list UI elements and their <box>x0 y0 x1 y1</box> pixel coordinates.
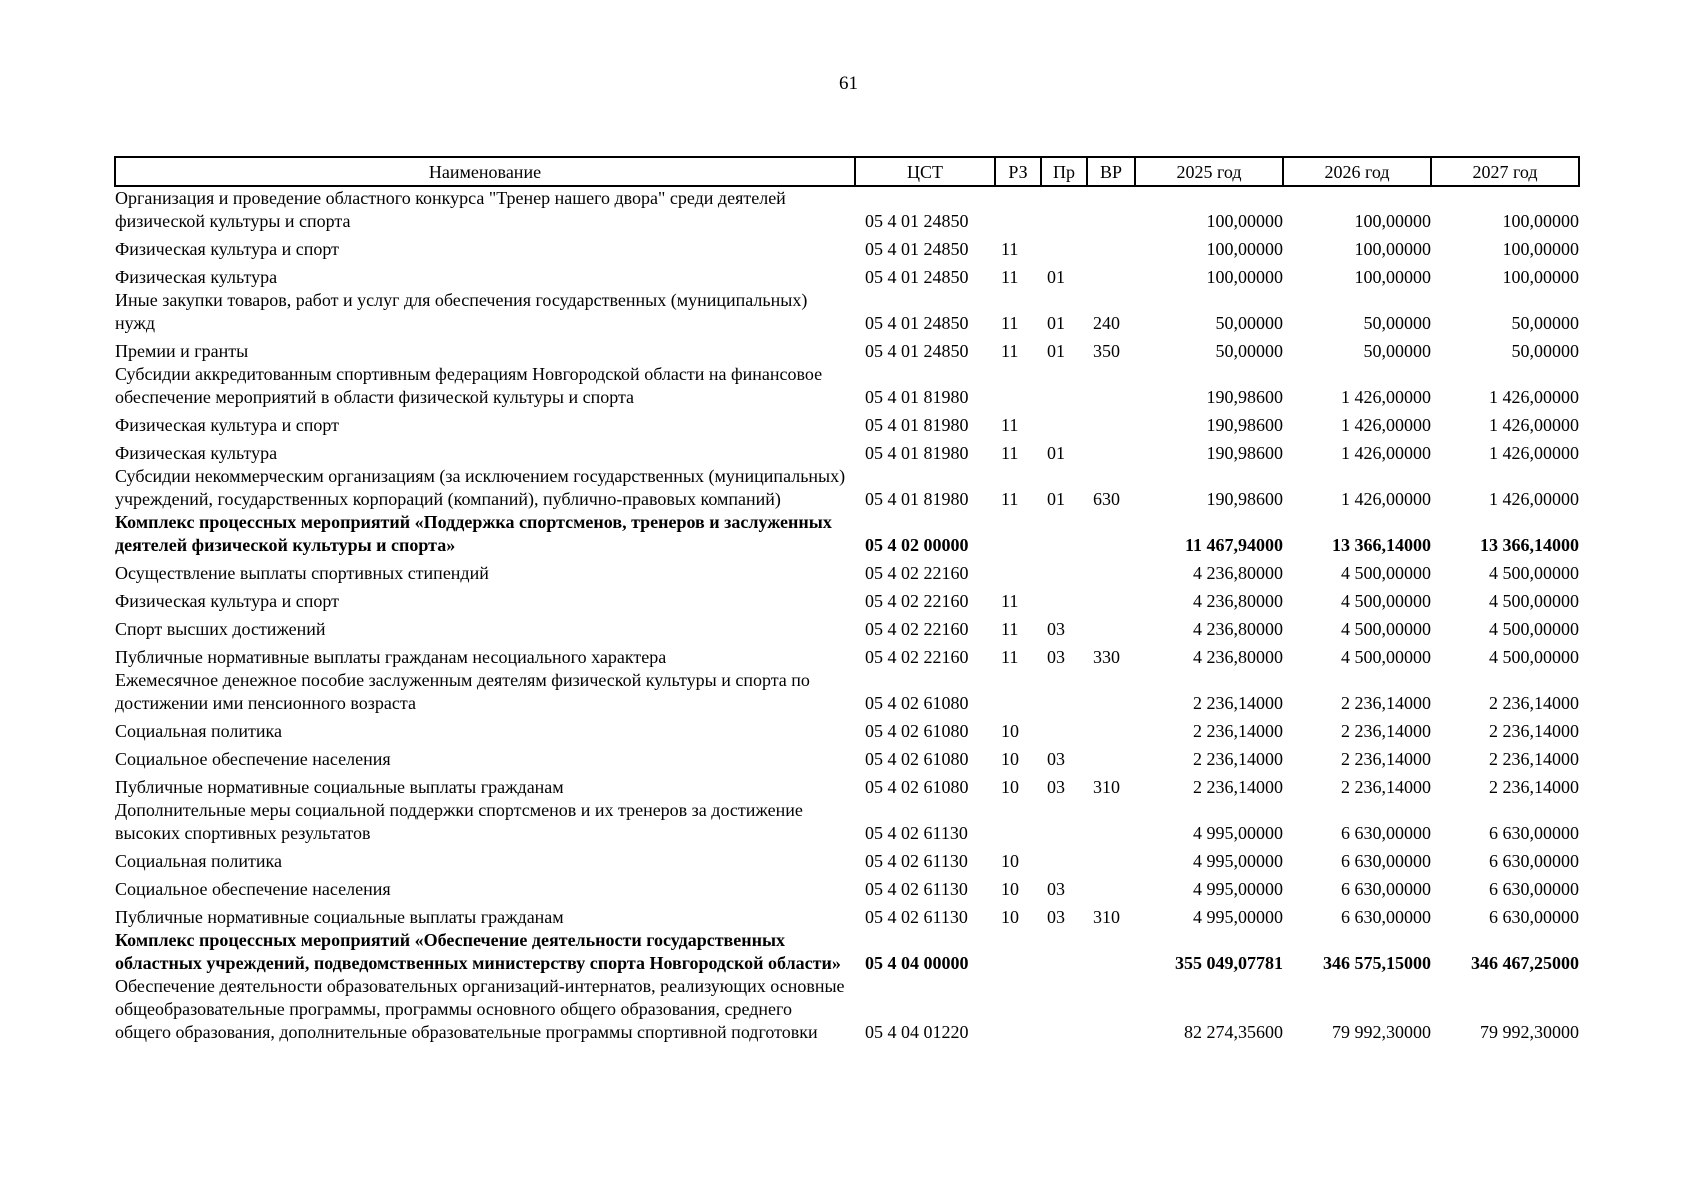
row-rz <box>995 511 1041 557</box>
row-pr <box>1041 233 1087 261</box>
row-vr <box>1087 557 1135 585</box>
row-rz: 11 <box>1001 619 1019 639</box>
table-header <box>115 157 1579 186</box>
row-rz: 11 <box>1001 341 1019 361</box>
row-pr: 03 <box>1047 647 1065 667</box>
row-value-2026: 50,00000 <box>1363 341 1431 361</box>
row-value-2025: 4 236,80000 <box>1193 563 1283 583</box>
row-value-2026: 1 426,00000 <box>1341 387 1431 407</box>
row-value-2027: 1 426,00000 <box>1489 489 1579 509</box>
row-rz: 11 <box>1001 313 1019 333</box>
row-value-2027: 4 500,00000 <box>1489 591 1579 611</box>
row-value-2026: 6 630,00000 <box>1341 851 1431 871</box>
row-name: Субсидии аккредитованным спортивным федерациям Новгородской области на финансовое обеспечение мероприятий в области физической культуры и спорта <box>115 364 823 407</box>
table-row <box>115 929 1579 975</box>
row-rz: 11 <box>1001 647 1019 667</box>
row-value-2026: 13 366,14000 <box>1332 535 1431 555</box>
row-value-2026: 6 630,00000 <box>1341 879 1431 899</box>
header-2025: 2025 год <box>1135 157 1283 186</box>
row-value-2027: 79 992,30000 <box>1480 1022 1579 1042</box>
table-row <box>115 743 1579 771</box>
table-row <box>115 511 1579 557</box>
row-pr: 01 <box>1047 341 1065 361</box>
table-row <box>115 437 1579 465</box>
row-pr <box>1041 557 1087 585</box>
row-cst: 05 4 02 00000 <box>865 535 969 555</box>
row-name: Комплекс процессных мероприятий «Обеспечение деятельности государственных областных учреждений, подведомственных министерству спорта Новгородской области» <box>115 930 841 973</box>
row-pr: 03 <box>1047 619 1065 639</box>
row-pr: 03 <box>1047 749 1065 769</box>
table-row <box>115 186 1579 233</box>
row-name: Публичные нормативные социальные выплаты гражданам <box>115 907 564 927</box>
row-cst: 05 4 04 01220 <box>865 1022 969 1042</box>
row-name: Ежемесячное денежное пособие заслуженным деятелям физической культуры и спорта по достижении ими пенсионного возраста <box>115 670 810 713</box>
header-2027: 2027 год <box>1431 157 1579 186</box>
row-pr: 01 <box>1047 489 1065 509</box>
row-cst: 05 4 02 61130 <box>865 907 968 927</box>
row-vr: 240 <box>1093 313 1120 333</box>
row-name: Социальная политика <box>115 721 282 741</box>
row-rz: 11 <box>1001 267 1019 287</box>
row-name: Физическая культура и спорт <box>115 415 340 435</box>
row-value-2026: 2 236,14000 <box>1341 749 1431 769</box>
table-row <box>115 771 1579 799</box>
row-cst: 05 4 01 81980 <box>865 415 969 435</box>
row-vr <box>1087 715 1135 743</box>
row-name: Физическая культура и спорт <box>115 591 340 611</box>
row-vr <box>1087 233 1135 261</box>
row-vr: 310 <box>1093 907 1120 927</box>
row-cst: 05 4 01 24850 <box>865 211 969 231</box>
row-value-2025: 4 995,00000 <box>1193 851 1283 871</box>
row-value-2027: 2 236,14000 <box>1489 693 1579 713</box>
row-name: Осуществление выплаты спортивных стипендий <box>115 563 489 583</box>
row-value-2025: 190,98600 <box>1206 387 1283 407</box>
row-pr <box>1041 669 1087 715</box>
table-row <box>115 845 1579 873</box>
row-pr <box>1041 585 1087 613</box>
row-value-2027: 6 630,00000 <box>1489 823 1579 843</box>
header-rz: РЗ <box>995 157 1041 186</box>
row-pr <box>1041 363 1087 409</box>
row-cst: 05 4 02 61080 <box>865 749 969 769</box>
row-pr: 03 <box>1047 777 1065 797</box>
row-rz: 11 <box>1001 415 1019 435</box>
table-row <box>115 557 1579 585</box>
row-pr <box>1041 511 1087 557</box>
row-value-2027: 4 500,00000 <box>1489 619 1579 639</box>
row-name: Премии и гранты <box>115 341 249 361</box>
row-vr <box>1087 975 1135 1044</box>
row-value-2027: 2 236,14000 <box>1489 777 1579 797</box>
table-row <box>115 669 1579 715</box>
row-value-2027: 13 366,14000 <box>1480 535 1579 555</box>
row-rz <box>995 186 1041 233</box>
row-pr: 01 <box>1047 443 1065 463</box>
row-value-2027: 2 236,14000 <box>1489 749 1579 769</box>
row-cst: 05 4 02 61080 <box>865 721 969 741</box>
row-value-2026: 2 236,14000 <box>1341 693 1431 713</box>
row-pr: 01 <box>1047 267 1065 287</box>
row-vr: 350 <box>1093 341 1120 361</box>
row-name: Обеспечение деятельности образовательных организаций-интернатов, реализующих основные общеобразовательные программы, программы основного общего образования, среднего общего образования, дополнительные образовательные программы спортивной подготовки <box>115 976 845 1042</box>
row-cst: 05 4 02 22160 <box>865 647 969 667</box>
table-row <box>115 613 1579 641</box>
row-value-2025: 2 236,14000 <box>1193 721 1283 741</box>
row-value-2025: 100,00000 <box>1206 267 1283 287</box>
row-name: Физическая культура <box>115 443 278 463</box>
row-pr: 01 <box>1047 313 1065 333</box>
row-name: Комплекс процессных мероприятий «Поддержка спортсменов, тренеров и заслуженных деятелей физической культуры и спорта» <box>115 512 832 555</box>
row-value-2025: 4 995,00000 <box>1193 907 1283 927</box>
table-row <box>115 641 1579 669</box>
row-name: Иные закупки товаров, работ и услуг для обеспечения государственных (муниципальных) нужд <box>115 290 808 333</box>
row-value-2025: 100,00000 <box>1206 239 1283 259</box>
row-value-2027: 1 426,00000 <box>1489 415 1579 435</box>
row-value-2025: 4 236,80000 <box>1193 619 1283 639</box>
row-rz: 11 <box>1001 239 1019 259</box>
row-cst: 05 4 04 00000 <box>865 953 969 973</box>
row-value-2026: 4 500,00000 <box>1341 647 1431 667</box>
row-cst: 05 4 02 61080 <box>865 693 969 713</box>
table-row <box>115 585 1579 613</box>
row-cst: 05 4 02 61130 <box>865 823 968 843</box>
row-value-2025: 190,98600 <box>1206 443 1283 463</box>
row-value-2026: 100,00000 <box>1354 267 1431 287</box>
row-value-2025: 4 995,00000 <box>1193 823 1283 843</box>
row-vr <box>1087 929 1135 975</box>
row-name: Публичные нормативные социальные выплаты гражданам <box>115 777 564 797</box>
row-value-2026: 100,00000 <box>1354 211 1431 231</box>
header-vr: ВР <box>1087 157 1135 186</box>
row-value-2027: 4 500,00000 <box>1489 647 1579 667</box>
table-body <box>115 186 1579 1044</box>
header-cst: ЦСТ <box>855 157 995 186</box>
row-name: Субсидии некоммерческим организациям (за исключением государственных (муниципальных) учреждений, государственных корпораций (компаний), публично-правовых компаний) <box>115 466 846 509</box>
row-value-2027: 1 426,00000 <box>1489 387 1579 407</box>
row-rz: 10 <box>1001 851 1019 871</box>
row-value-2027: 2 236,14000 <box>1489 721 1579 741</box>
row-vr <box>1087 363 1135 409</box>
row-cst: 05 4 02 61130 <box>865 851 968 871</box>
row-value-2026: 100,00000 <box>1354 239 1431 259</box>
table-row <box>115 873 1579 901</box>
row-cst: 05 4 01 24850 <box>865 313 969 333</box>
table-row <box>115 715 1579 743</box>
header-pr: Пр <box>1041 157 1087 186</box>
row-rz: 10 <box>1001 749 1019 769</box>
row-value-2027: 50,00000 <box>1511 313 1579 333</box>
row-vr <box>1087 613 1135 641</box>
row-cst: 05 4 01 81980 <box>865 443 969 463</box>
row-value-2026: 346 575,15000 <box>1323 953 1431 973</box>
row-value-2026: 6 630,00000 <box>1341 907 1431 927</box>
row-value-2026: 4 500,00000 <box>1341 591 1431 611</box>
row-name: Публичные нормативные выплаты гражданам несоциального характера <box>115 647 667 667</box>
row-value-2025: 50,00000 <box>1215 313 1283 333</box>
header-2026: 2026 год <box>1283 157 1431 186</box>
row-name: Дополнительные меры социальной поддержки спортсменов и их тренеров за достижение высоких спортивных результатов <box>115 800 803 843</box>
row-rz <box>995 799 1041 845</box>
row-pr: 03 <box>1047 879 1065 899</box>
table-row <box>115 975 1579 1044</box>
row-cst: 05 4 02 22160 <box>865 591 969 611</box>
row-pr: 03 <box>1047 907 1065 927</box>
row-value-2027: 346 467,25000 <box>1471 953 1579 973</box>
row-vr <box>1087 873 1135 901</box>
row-vr <box>1087 585 1135 613</box>
row-pr <box>1041 975 1087 1044</box>
row-rz <box>995 975 1041 1044</box>
table-row <box>115 233 1579 261</box>
row-value-2026: 1 426,00000 <box>1341 415 1431 435</box>
row-vr <box>1087 409 1135 437</box>
row-pr <box>1041 845 1087 873</box>
row-cst: 05 4 01 24850 <box>865 341 969 361</box>
row-cst: 05 4 01 24850 <box>865 267 969 287</box>
row-value-2027: 50,00000 <box>1511 341 1579 361</box>
row-value-2027: 100,00000 <box>1502 267 1579 287</box>
row-pr <box>1041 929 1087 975</box>
row-pr <box>1041 186 1087 233</box>
row-value-2027: 4 500,00000 <box>1489 563 1579 583</box>
table-row <box>115 363 1579 409</box>
row-cst: 05 4 01 81980 <box>865 387 969 407</box>
row-value-2027: 6 630,00000 <box>1489 907 1579 927</box>
row-value-2025: 82 274,35600 <box>1184 1022 1283 1042</box>
row-rz: 10 <box>1001 721 1019 741</box>
row-vr <box>1087 511 1135 557</box>
row-value-2025: 4 236,80000 <box>1193 591 1283 611</box>
row-rz <box>995 557 1041 585</box>
row-rz <box>995 929 1041 975</box>
budget-table <box>114 156 1580 1044</box>
row-value-2025: 4 236,80000 <box>1193 647 1283 667</box>
row-value-2025: 11 467,94000 <box>1184 535 1283 555</box>
row-vr <box>1087 845 1135 873</box>
row-cst: 05 4 02 61130 <box>865 879 968 899</box>
row-value-2027: 100,00000 <box>1502 211 1579 231</box>
row-name: Физическая культура <box>115 267 278 287</box>
row-rz: 10 <box>1001 777 1019 797</box>
row-vr: 330 <box>1093 647 1120 667</box>
row-value-2025: 50,00000 <box>1215 341 1283 361</box>
row-vr <box>1087 669 1135 715</box>
row-rz <box>995 363 1041 409</box>
row-value-2026: 1 426,00000 <box>1341 443 1431 463</box>
row-pr <box>1041 715 1087 743</box>
row-cst: 05 4 02 22160 <box>865 619 969 639</box>
row-value-2027: 6 630,00000 <box>1489 879 1579 899</box>
row-value-2026: 2 236,14000 <box>1341 721 1431 741</box>
row-cst: 05 4 02 61080 <box>865 777 969 797</box>
row-value-2026: 1 426,00000 <box>1341 489 1431 509</box>
row-rz: 10 <box>1001 879 1019 899</box>
row-value-2025: 190,98600 <box>1206 489 1283 509</box>
row-name: Спорт высших достижений <box>115 619 326 639</box>
row-vr: 310 <box>1093 777 1120 797</box>
row-vr: 630 <box>1093 489 1120 509</box>
row-value-2025: 2 236,14000 <box>1193 693 1283 713</box>
row-name: Социальная политика <box>115 851 282 871</box>
row-vr <box>1087 186 1135 233</box>
table-row <box>115 901 1579 929</box>
row-cst: 05 4 01 81980 <box>865 489 969 509</box>
row-rz <box>995 669 1041 715</box>
row-vr <box>1087 743 1135 771</box>
header-name: Наименование <box>115 157 855 186</box>
row-value-2025: 100,00000 <box>1206 211 1283 231</box>
table-row <box>115 335 1579 363</box>
row-value-2025: 4 995,00000 <box>1193 879 1283 899</box>
row-value-2025: 2 236,14000 <box>1193 777 1283 797</box>
row-name: Организация и проведение областного конкурса "Тренер нашего двора" среди деятелей физической культуры и спорта <box>115 188 786 231</box>
row-value-2026: 4 500,00000 <box>1341 619 1431 639</box>
row-value-2026: 50,00000 <box>1363 313 1431 333</box>
row-vr <box>1087 261 1135 289</box>
row-vr <box>1087 799 1135 845</box>
row-value-2025: 190,98600 <box>1206 415 1283 435</box>
row-rz: 11 <box>1001 489 1019 509</box>
table-row <box>115 289 1579 335</box>
row-value-2025: 355 049,07781 <box>1175 953 1283 973</box>
row-vr <box>1087 437 1135 465</box>
row-cst: 05 4 01 24850 <box>865 239 969 259</box>
row-value-2027: 6 630,00000 <box>1489 851 1579 871</box>
row-pr <box>1041 409 1087 437</box>
row-cst: 05 4 02 22160 <box>865 563 969 583</box>
table-row <box>115 409 1579 437</box>
table-row <box>115 799 1579 845</box>
row-pr <box>1041 799 1087 845</box>
table-row <box>115 465 1579 511</box>
row-rz: 11 <box>1001 591 1019 611</box>
row-value-2027: 1 426,00000 <box>1489 443 1579 463</box>
row-value-2026: 4 500,00000 <box>1341 563 1431 583</box>
row-value-2027: 100,00000 <box>1502 239 1579 259</box>
table-row <box>115 261 1579 289</box>
row-name: Физическая культура и спорт <box>115 239 340 259</box>
row-name: Социальное обеспечение населения <box>115 879 391 899</box>
row-rz: 10 <box>1001 907 1019 927</box>
page-number: 61 <box>839 73 858 94</box>
row-value-2026: 2 236,14000 <box>1341 777 1431 797</box>
row-value-2026: 79 992,30000 <box>1332 1022 1431 1042</box>
row-name: Социальное обеспечение населения <box>115 749 391 769</box>
row-value-2026: 6 630,00000 <box>1341 823 1431 843</box>
row-value-2025: 2 236,14000 <box>1193 749 1283 769</box>
row-rz: 11 <box>1001 443 1019 463</box>
